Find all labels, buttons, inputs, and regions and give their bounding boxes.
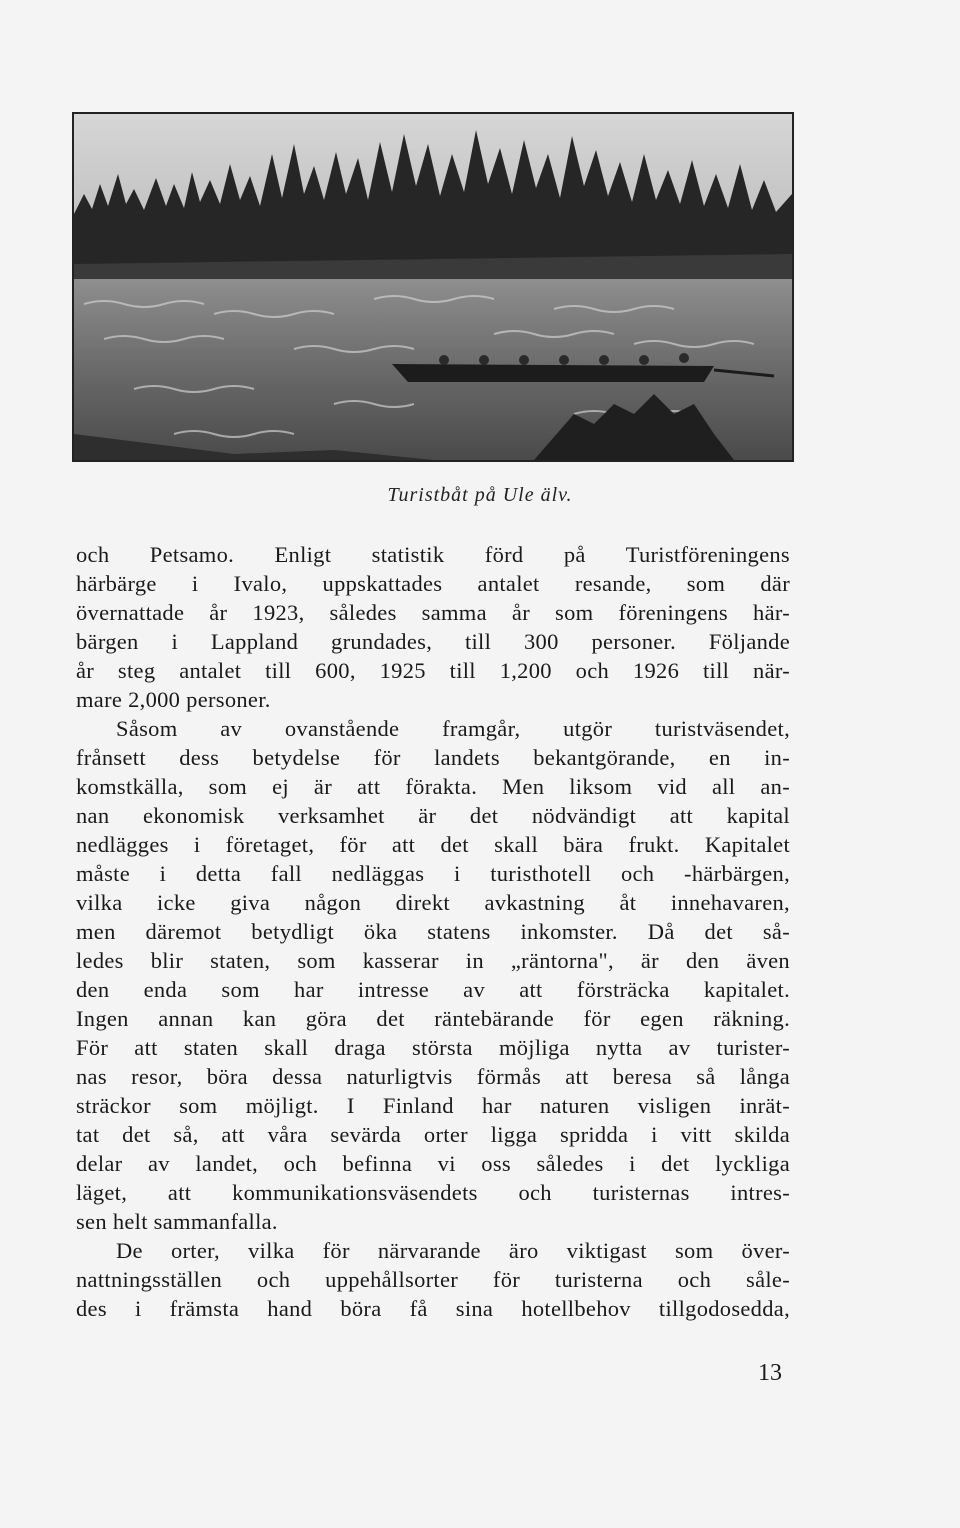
text-line: övernattade år 1923, således samma år som föreningens här- bbox=[76, 600, 790, 625]
photo-caption: Turistbåt på Ule älv. bbox=[387, 484, 573, 506]
body-text bbox=[76, 540, 790, 1323]
text-line: ledes blir staten, som kasserar in „räntorna", är den även bbox=[76, 948, 790, 973]
text-line: De orter, vilka för närvarande äro viktigast som över- bbox=[116, 1238, 790, 1263]
river-boat-photo bbox=[72, 112, 794, 462]
text-line: härbärge i Ivalo, uppskattades antalet resande, som där bbox=[76, 571, 790, 596]
text-line: des i främsta hand böra få sina hotellbehov tillgodosedda, bbox=[76, 1296, 790, 1321]
text-line: men däremot betydligt öka statens inkomster. Då det så- bbox=[76, 919, 790, 944]
text-line: nedlägges i företaget, för att det skall bära frukt. Kapitalet bbox=[76, 832, 790, 857]
text-line: sen helt sammanfalla. bbox=[76, 1209, 278, 1234]
river-boat-photo-image bbox=[74, 114, 792, 460]
text-line: nas resor, böra dessa naturligtvis förmås att beresa så långa bbox=[76, 1064, 790, 1089]
text-line: tat det så, att våra sevärda orter ligga spridda i vitt skilda bbox=[76, 1122, 790, 1147]
text-line: den enda som har intresse av att försträcka kapitalet. bbox=[76, 977, 790, 1002]
text-line: Ingen annan kan göra det räntebärande för egen räkning. bbox=[76, 1006, 790, 1031]
text-line: läget, att kommunikationsväsendets och turisternas intres- bbox=[76, 1180, 790, 1205]
text-line: mare 2,000 personer. bbox=[76, 687, 271, 712]
text-line: nan ekonomisk verksamhet är det nödvändigt att kapital bbox=[76, 803, 790, 828]
text-line: komstkälla, som ej är att förakta. Men liksom vid all an- bbox=[76, 774, 790, 799]
text-line: bärgen i Lappland grundades, till 300 personer. Följande bbox=[76, 629, 790, 654]
text-line: måste i detta fall nedläggas i turisthotell och -härbärgen, bbox=[76, 861, 790, 886]
text-line: För att staten skall draga största möjliga nytta av turister- bbox=[76, 1035, 790, 1060]
text-line: frånsett dess betydelse för landets bekantgörande, en in- bbox=[76, 745, 790, 770]
text-line: nattningsställen och uppehållsorter för turisterna och såle- bbox=[76, 1267, 790, 1292]
text-line: vilka icke giva någon direkt avkastning åt innehavaren, bbox=[76, 890, 790, 915]
page-number: 13 bbox=[758, 1360, 782, 1386]
text-line: delar av landet, och befinna vi oss således i det lyckliga bbox=[76, 1151, 790, 1176]
text-line: år steg antalet till 600, 1925 till 1,200 och 1926 till när- bbox=[76, 658, 790, 683]
text-line: sträckor som möjligt. I Finland har naturen visligen inrät- bbox=[76, 1093, 790, 1118]
text-line: Såsom av ovanstående framgår, utgör turistväsendet, bbox=[116, 716, 790, 741]
text-line: och Petsamo. Enligt statistik förd på Turistföreningens bbox=[76, 542, 790, 567]
